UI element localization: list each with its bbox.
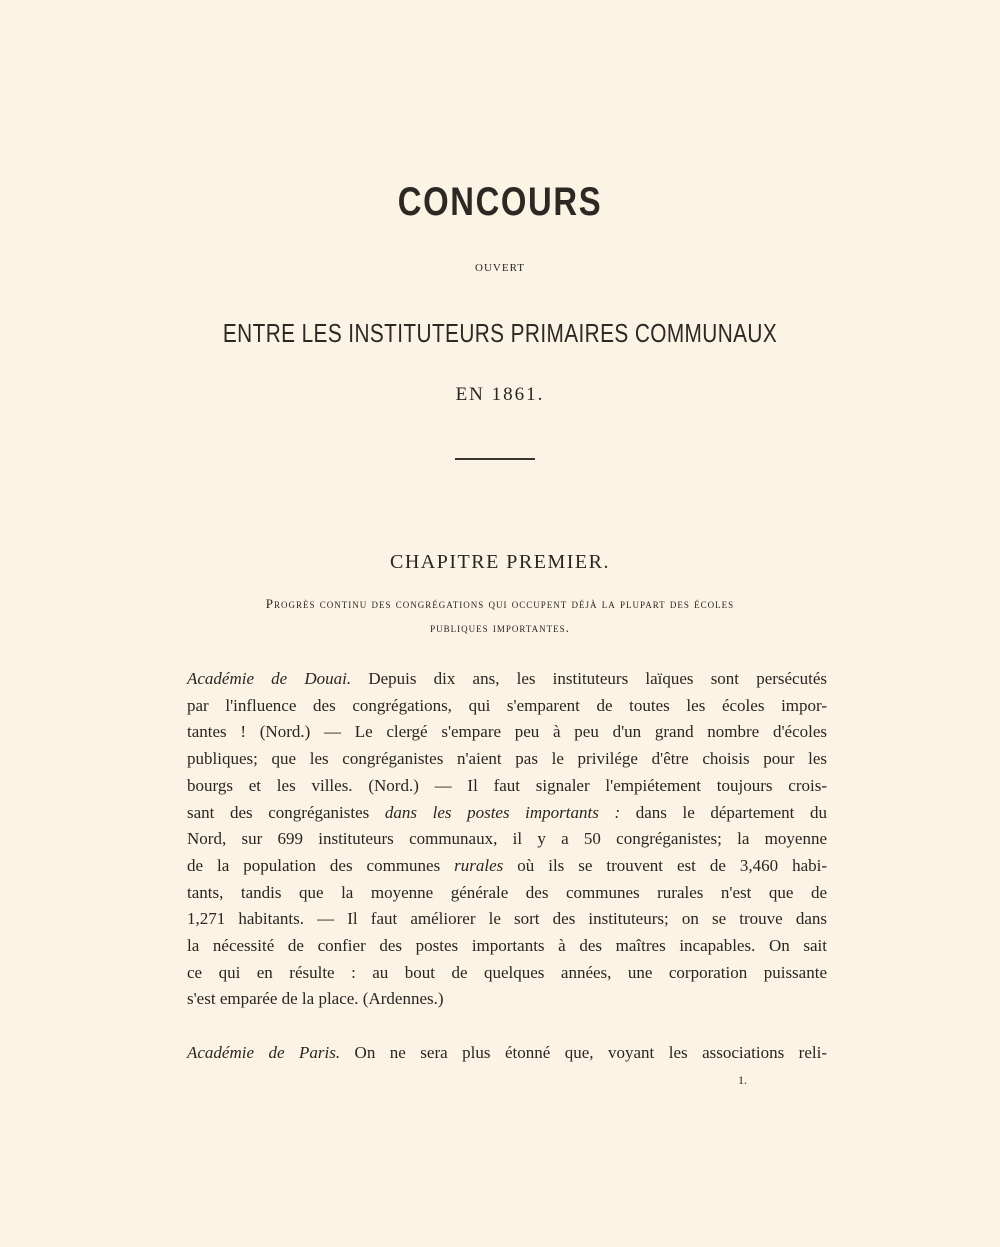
text-line: tants, tandis que la moyenne générale des communes rurales n'est que de xyxy=(187,882,827,902)
chapter-subtitle-line1: Progrès continu des congrégations qui occupent déjà la plupart des écoles xyxy=(265,596,735,611)
text-line: s'est emparée de la place. (Ardennes.) xyxy=(187,989,444,1009)
text-fragment: sant des congréganistes xyxy=(187,802,385,822)
text-fragment: On ne sera plus étonné que, voyant les associations reli- xyxy=(340,1043,827,1062)
text-line: Nord, sur 699 instituteurs communaux, il y a 50 congréganistes; la moyenne xyxy=(187,829,827,849)
text-line: par l'influence des congrégations, qui s'emparent de toutes les écoles impor- xyxy=(187,695,827,715)
divider-rule xyxy=(455,458,535,460)
emphasis: rurales xyxy=(454,855,504,875)
chapter-title: CHAPITRE PREMIER. xyxy=(390,551,610,573)
text-line xyxy=(163,800,827,827)
text-line xyxy=(163,1040,827,1067)
page-year: EN 1861. xyxy=(455,384,545,405)
text-fragment: où ils se trouvent est de 3,460 habi- xyxy=(503,855,827,875)
page-number: 1. xyxy=(738,1073,747,1087)
text-fragment: de la population des communes xyxy=(187,855,455,875)
academy-name: Académie de Douai. xyxy=(187,669,352,688)
chapter-subtitle xyxy=(170,592,830,640)
text-fragment: dans le département du xyxy=(620,802,827,822)
page-subtitle: ENTRE LES INSTITUTEURS PRIMAIRES COMMUNAUX xyxy=(222,318,778,348)
text-fragment: Depuis dix ans, les instituteurs laïques sont persécutés xyxy=(351,669,827,688)
emphasis: dans les postes importants : xyxy=(384,802,621,822)
text-line: bourgs et les villes. (Nord.) — Il faut signaler l'empiétement toujours crois- xyxy=(187,775,827,795)
text-line: 1,271 habitants. — Il faut améliorer le sort des instituteurs; on se trouve dans xyxy=(187,909,827,929)
chapter-subtitle-line2: publiques importantes. xyxy=(430,620,570,635)
text-line xyxy=(163,666,827,693)
text-line: ce qui en résulte : au bout de quelques années, une corporation puissante xyxy=(187,962,827,982)
academy-name: Académie de Paris. xyxy=(187,1043,341,1062)
text-line: la nécessité de confier des postes importants à des maîtres incapables. On sait xyxy=(187,936,827,956)
text-line: tantes ! (Nord.) — Le clergé s'empare peu à peu d'un grand nombre d'écoles xyxy=(187,722,827,742)
page-title: CONCOURS xyxy=(397,180,603,224)
paragraph-douai xyxy=(163,666,827,1013)
title-connector: OUVERT xyxy=(475,262,525,274)
text-line: publiques; que les congréganistes n'aient pas le privilége d'être choisis pour les xyxy=(187,749,827,769)
paragraph-paris xyxy=(163,1040,827,1067)
text-line xyxy=(163,853,827,880)
